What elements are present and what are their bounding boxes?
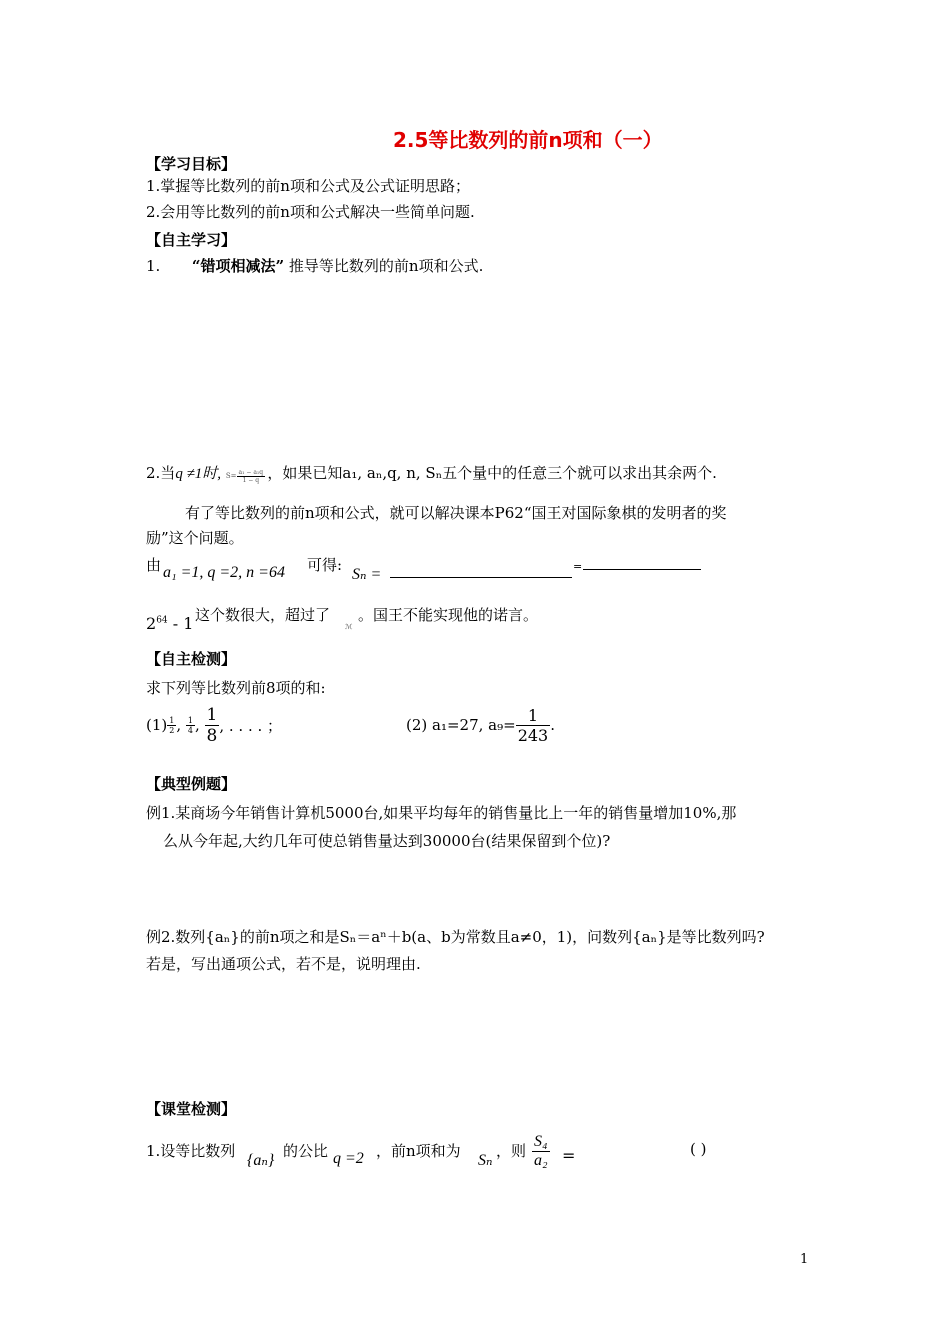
q1-frac3-num: 1 <box>206 704 218 725</box>
examples-heading: 【典型例题】 <box>146 775 237 793</box>
paragraph-line-2: 励”这个问题。 <box>146 529 244 547</box>
item2-rest: ，如果已知a₁, aₙ,q, n, Sₙ五个量中的任意三个就可以求出其余两个. <box>267 464 717 482</box>
power-rest: - 1 <box>167 614 194 633</box>
class-check-q1-eq: = <box>562 1146 576 1165</box>
example-1-line-2: 么从今年起,大约几年可使总销售量达到30000台(结果保留到个位)? <box>163 832 611 850</box>
answer-paren[interactable]: ( ) <box>690 1140 707 1158</box>
tiny-s: S <box>225 472 231 480</box>
power-base: 2 <box>146 614 157 633</box>
answer-blank-1[interactable] <box>390 577 572 578</box>
self-study-heading: 【自主学习】 <box>146 231 237 249</box>
self-check-q1: (1) $\frac{1}{2}$ , $\frac{1}{4}$ , $\frac{1}{8}$ , . . . . ； <box>146 704 283 746</box>
self-check-heading: 【自主检测】 <box>146 650 237 668</box>
from-label: 由 <box>146 556 162 574</box>
from-math: a₁ =1, q =2, n =64 <box>163 564 285 581</box>
equals-sign: = <box>573 560 583 573</box>
item2-prefix: 2.当 <box>146 464 176 482</box>
from-get: 可得: <box>307 556 343 574</box>
tiny-mark: ℳ <box>345 623 353 631</box>
self-check-prompt: 求下列等比数列前8项的和: <box>146 679 326 697</box>
class-check-q1-prefix: 1.设等比数列 <box>146 1142 236 1160</box>
class-check-q1-mid2: ，前n项和为 <box>376 1142 461 1160</box>
q2-label: (2) a₁=27, a₉= <box>406 716 516 734</box>
ratio-frac-num: S₄ <box>534 1133 548 1150</box>
q1-frac1-num: 1 <box>169 715 175 725</box>
from-line <box>146 554 161 575</box>
example-2-line-2: 若是，写出通项公式，若不是，说明理由. <box>146 955 421 973</box>
sn-symbol: Sₙ <box>478 1152 493 1169</box>
tiny-den: 1 − q <box>242 476 260 484</box>
big-number-text: 这个数很大，超过了 <box>195 606 331 624</box>
class-check-q1-mid: 的公比 <box>283 1142 329 1160</box>
class-check-heading: 【课堂检测】 <box>146 1100 237 1118</box>
item-text: 推导等比数列的前n项和公式. <box>288 257 484 275</box>
answer-blank-2[interactable] <box>583 569 701 570</box>
sn-label: Sₙ = <box>352 566 382 583</box>
self-study-item-1 <box>146 255 483 276</box>
class-check-q1-mid3: ，则 <box>496 1142 527 1160</box>
condition-math: q ≠1时, <box>175 466 222 482</box>
ratio-math: q =2 <box>333 1150 364 1167</box>
ratio-frac-den: a₂ <box>534 1152 548 1169</box>
page-number: 1 <box>800 1252 809 1267</box>
goal-item-1: 1.掌握等比数列的前n项和公式及公式证明思路； <box>146 177 470 195</box>
example-2-line-1: 例2.数列{aₙ}的前n项之和是Sₙ＝aⁿ＋b(a、b为常数且a≠0，1)，问数列{aₙ}是等比数列吗? <box>146 928 765 946</box>
q1-frac3-den: 8 <box>206 725 218 746</box>
q1-frac2-den: 4 <box>187 725 193 735</box>
goals-heading: 【学习目标】 <box>146 155 237 173</box>
page-title: 2.5等比数列的前n项和（一） <box>393 128 663 152</box>
paragraph-line-1: 有了等比数列的前n项和公式，就可以解决课本P62“国王对国际象棋的发明者的奖 <box>185 504 727 522</box>
q1-label: (1) <box>146 716 168 734</box>
ratio-fraction <box>532 1133 550 1170</box>
bold-method: “错项相减法” <box>191 257 285 275</box>
tiny-formula: S= $\frac{\text{a₁ − a₁q}}{1 - q}$ <box>225 468 264 484</box>
self-study-item-2 <box>146 462 717 484</box>
power-exp: 64 <box>156 615 168 626</box>
big-number-tail: 。国王不能实现他的诺言。 <box>358 606 539 624</box>
q2-num: 1 <box>516 706 551 726</box>
sequence-symbol: {aₙ} <box>247 1152 275 1169</box>
q1-frac1-den: 2 <box>169 725 175 735</box>
tiny-num: a₁ − a₁q <box>238 468 264 476</box>
self-check-q2 <box>406 700 555 750</box>
example-1-line-1: 例1.某商场今年销售计算机5000台,如果平均每年的销售量比上一年的销售量增加10%,那 <box>146 804 737 822</box>
q2-tail: . <box>550 716 556 734</box>
power-expression <box>146 614 193 633</box>
q1-frac2-num: 1 <box>187 715 193 725</box>
goal-item-2: 2.会用等比数列的前n项和公式解决一些简单问题. <box>146 203 475 221</box>
q1-tail: , . . . . ； <box>219 716 283 735</box>
q2-den: 243 <box>517 725 549 745</box>
item-number: 1. <box>146 257 161 275</box>
